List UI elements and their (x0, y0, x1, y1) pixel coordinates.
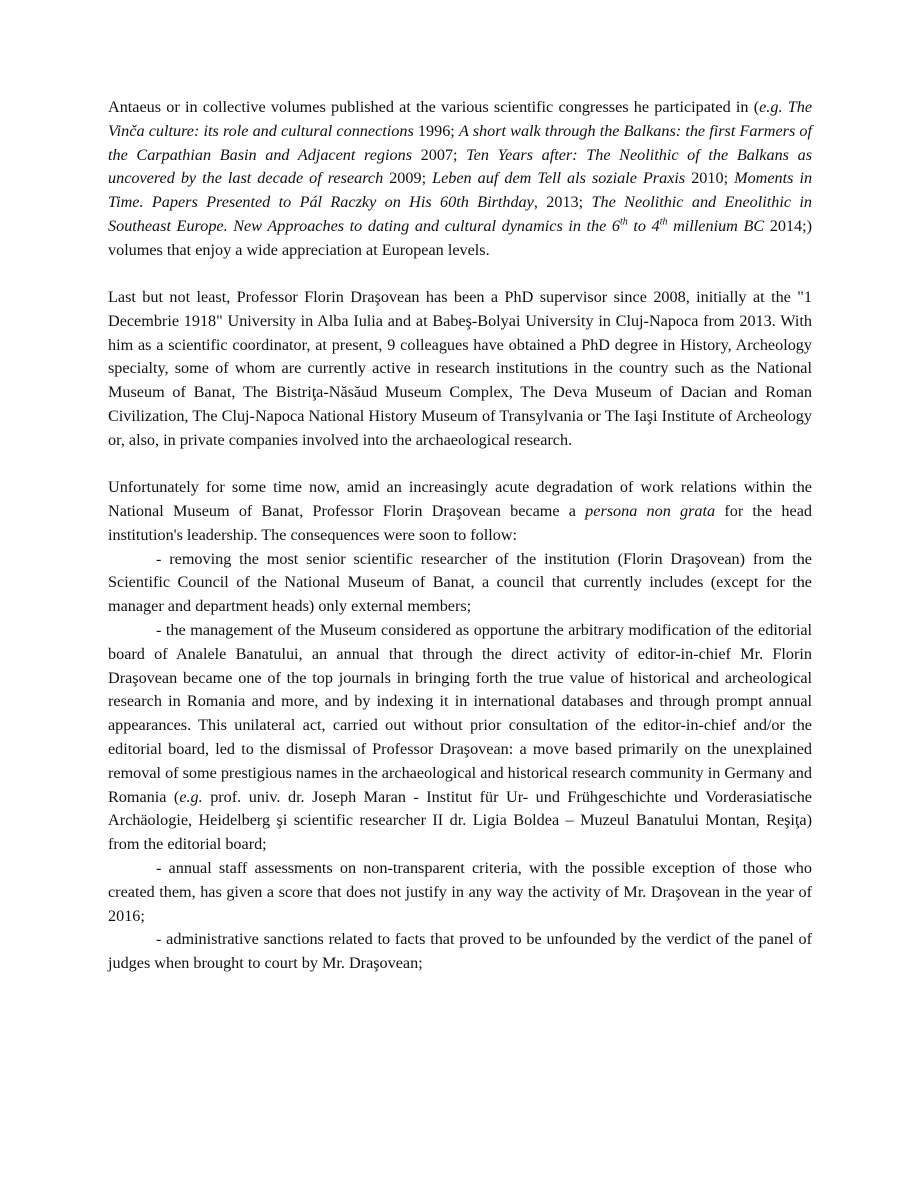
paragraph-3-part-a: Unfortunately for some time now, amid an increasingly acute degradation of work relations within the National Museum of Banat, Professor Florin Draşovean became a (108, 478, 812, 520)
superscript-th: th (620, 216, 628, 228)
volume-year-4: 2010; (685, 169, 735, 188)
consequence-item-2-part-b: prof. univ. dr. Joseph Maran - Institut für Ur- und Frühgeschichte und Vorderasiatische Archäologie, Heidelberg şi scientific researcher II dr. Ligia Boldea – Muzeul Banatului Montan, Reşiţa) from the editorial board; (108, 787, 812, 854)
volume-year-5: , 2013; (533, 193, 592, 212)
volume-title-6: The Neolithic and Eneolithic in Southeast Europe. New Approaches to dating and cultural dynamics in the 6 (108, 193, 812, 235)
volume-title-2: A short walk through the Balkans: the first Farmers of the Carpathian Basin and Adjacent regions (108, 121, 812, 164)
paragraph-1 (108, 96, 812, 263)
paragraph-3 (108, 476, 812, 547)
volume-title-6-part-c: millenium BC (667, 216, 765, 235)
paragraph-2: Last but not least, Professor Florin Draşovean has been a PhD supervisor since 2008, initially at the "1 Decembrie 1918" University in Alba Iulia and at Babeş-Bolyai University in Cluj-Napoca from 2013. With him as a scientific coordinator, at present, 9 colleagues have obtained a PhD degree in History, Archeology specialty, some of whom are currently active in research institutions in the country such as the National Museum of Banat, The Bistriţa-Năsăud Museum Complex, The Deva Museum of Dacian and Roman Civilization, The Cluj-Napoca National History Museum of Transylvania or The Iaşi Institute of Archeology or, also, in private companies involved into the archaeological research. (108, 288, 812, 449)
volume-title-6-part-b: to 4 (627, 216, 660, 235)
superscript-th: th (659, 216, 668, 228)
consequence-item-3: - annual staff assessments on non-transparent criteria, with the possible exception of those who created them, has given a score that does not justify in any way the activity of Mr. Draşovean in the year of 2016; (108, 858, 812, 925)
volume-year-3: 2009; (383, 169, 433, 188)
volume-title-5: Moments in Time. Papers Presented to Pál Raczky on His 60th Birthday (108, 169, 813, 212)
paragraph-1-tail: 2014;) volumes that enjoy a wide appreciation at European levels. (108, 216, 813, 259)
eg-abbrev: e.g. (759, 98, 783, 116)
paragraph-3-part-b: for the head institution's leadership. The consequences were soon to follow: (108, 501, 812, 544)
document-page (108, 96, 812, 976)
consequence-item-2-part-a: - the management of the Museum considered as opportune the arbitrary modification of the editorial board of Analele Banatului, an annual that through the direct activity of editor-in-chief Mr. Florin Draşovean became one of the top journals in bringing forth the true value of historical and archeological research in Romania and more, and by indexing it in international databases and through prompt annual appearances. This unilateral act, carried out without prior consultation of the editor-in-chief and/or the editorial board, led to the dismissal of Professor Draşovean: a move based primarily on the unexplained removal of some prestigious names in the archaeological and historical research community in Germany and Romania ( (108, 620, 812, 806)
consequence-item-2 (108, 619, 812, 857)
consequence-item-4: - administrative sanctions related to facts that proved to be unfounded by the verdict of the panel of judges when brought to court by Mr. Draşovean; (108, 930, 812, 973)
consequence-item-1: - removing the most senior scientific researcher of the institution (Florin Draşovean) from the Scientific Council of the National Museum of Banat, a council that currently includes (except for the manager and department heads) only external members; (108, 549, 812, 616)
volume-year-1: 1996; (413, 121, 459, 140)
volume-title-3: Ten Years after: The Neolithic of the Balkans as uncovered by the last decade of research (108, 145, 813, 188)
eg-abbrev: e.g. (179, 787, 203, 806)
persona-non-grata: persona non grata (585, 501, 716, 520)
volume-year-2: 2007; (412, 145, 467, 164)
volume-title-4: Leben auf dem Tell als soziale Praxis (432, 169, 686, 188)
paragraph-1-lead: Antaeus or in collective volumes published at the various scientific congresses he participated in ( (108, 98, 760, 116)
volume-title-1: The Vinča culture: its role and cultural connections (108, 98, 812, 140)
